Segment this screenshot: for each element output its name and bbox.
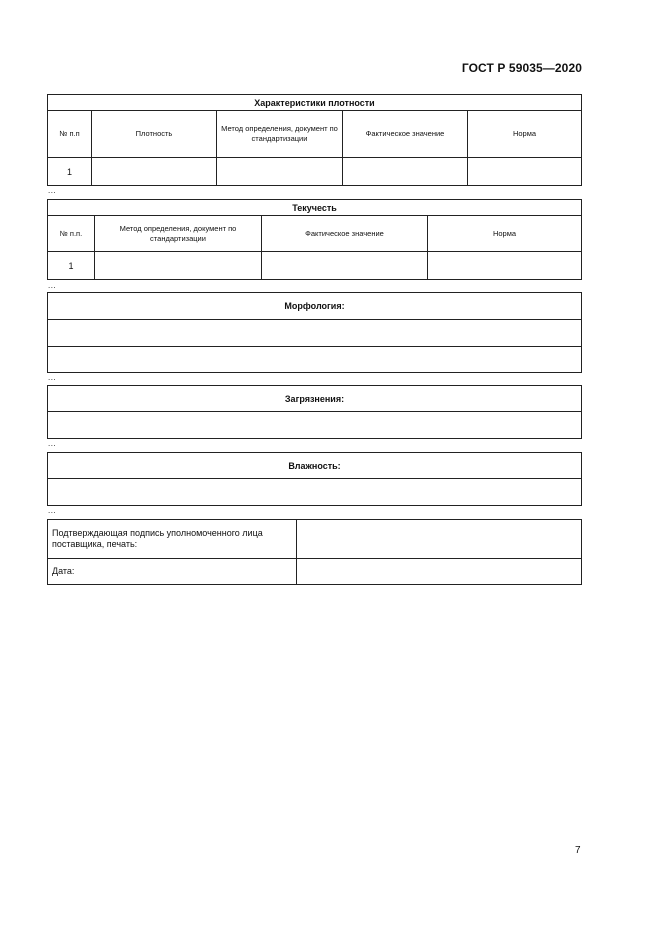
column-header: Норма: [428, 216, 582, 252]
contamination-table: [47, 385, 582, 439]
continuation-mark: ...: [48, 506, 57, 515]
table-cell: [262, 252, 428, 280]
column-header: № п.п.: [48, 216, 95, 252]
date-field: [297, 559, 582, 585]
moisture-table-title: Влажность:: [48, 453, 582, 479]
table-cell: [48, 412, 582, 439]
density-table-title: Характеристики плотности: [48, 95, 582, 111]
table-cell: [428, 252, 582, 280]
date-label: Дата:: [48, 559, 297, 585]
column-header: Норма: [468, 111, 582, 158]
table-cell: [48, 320, 582, 347]
moisture-table: [47, 452, 582, 506]
column-header: Метод определения, документ по стандартизации: [217, 111, 343, 158]
column-header: № п.п: [48, 111, 92, 158]
fluidity-table-title: Текучесть: [48, 200, 582, 216]
row-number: 1: [48, 252, 95, 280]
contamination-table-title: Загрязнения:: [48, 386, 582, 412]
continuation-mark: ...: [48, 281, 57, 290]
table-cell: [343, 158, 468, 186]
table-cell: [468, 158, 582, 186]
row-number: 1: [48, 158, 92, 186]
table-cell: [48, 479, 582, 506]
continuation-mark: ...: [48, 186, 57, 195]
signature-table: [47, 519, 582, 585]
table-cell: [95, 252, 262, 280]
document-code: ГОСТ Р 59035—2020: [461, 61, 582, 75]
page-number: 7: [575, 845, 581, 856]
table-cell: [92, 158, 217, 186]
table-cell: [48, 347, 582, 373]
morphology-table-title: Морфология:: [48, 293, 582, 320]
signature-label: Подтверждающая подпись уполномоченного лица поставщика, печать:: [48, 520, 297, 559]
column-header: Метод определения, документ по стандартизации: [95, 216, 262, 252]
column-header: Фактическое значение: [262, 216, 428, 252]
continuation-mark: ...: [48, 373, 57, 382]
column-header: Фактическое значение: [343, 111, 468, 158]
table-cell: [217, 158, 343, 186]
continuation-mark: ...: [48, 439, 57, 448]
signature-field: [297, 520, 582, 559]
morphology-table: [47, 292, 582, 373]
density-table: [47, 94, 582, 186]
column-header: Плотность: [92, 111, 217, 158]
fluidity-table: [47, 199, 582, 280]
